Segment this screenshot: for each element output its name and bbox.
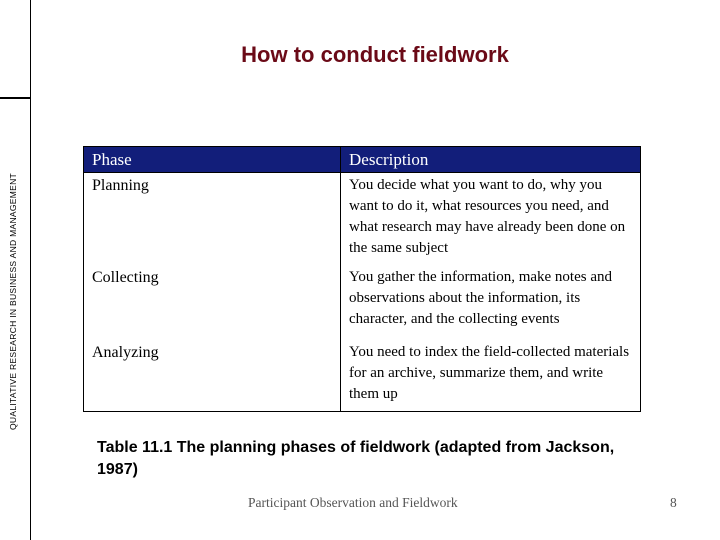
table-row <box>84 340 641 412</box>
table-header-row <box>84 147 641 173</box>
header-phase: Phase <box>84 147 341 173</box>
sidebar-divider-top <box>0 0 30 98</box>
description-cell: You need to index the field-collected materials for an archive, summarize them, and write them up <box>341 340 641 412</box>
table-caption: Table 11.1 The planning phases of fieldwork (adapted from Jackson, 1987) <box>97 439 615 478</box>
page-number: 8 <box>670 495 677 510</box>
table-row <box>84 173 641 266</box>
sidebar <box>0 0 31 540</box>
sidebar-label: QUALITATIVE RESEARCH IN BUSINESS AND MANAGEMENT <box>8 172 18 430</box>
footer-text: Participant Observation and Fieldwork <box>248 495 458 510</box>
sidebar-divider-mid <box>0 98 30 99</box>
slide-title: How to conduct fieldwork <box>241 42 509 67</box>
phase-cell: Planning <box>84 173 341 266</box>
phase-cell: Collecting <box>84 265 341 340</box>
header-description: Description <box>341 147 641 173</box>
description-cell: You gather the information, make notes and observations about the information, its character, and the collecting events <box>341 265 641 340</box>
phase-cell: Analyzing <box>84 340 341 412</box>
table-row <box>84 265 641 340</box>
description-cell: You decide what you want to do, why you want to do it, what resources you need, and what research may have already been done on the same subject <box>341 173 641 266</box>
phases-table <box>83 146 641 412</box>
